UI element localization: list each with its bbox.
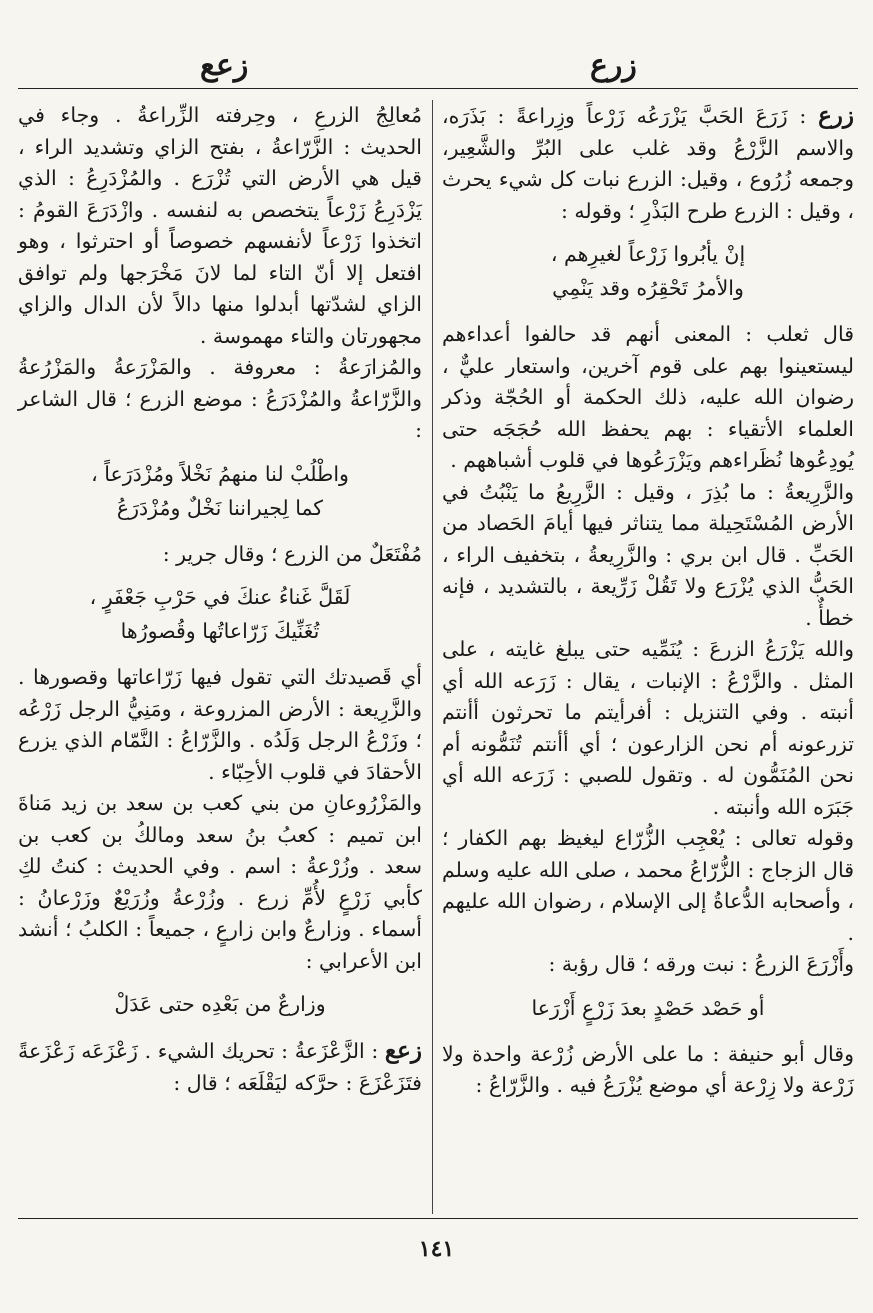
entry-text: : الزَّعْزَعةُ : تحريك الشيء . زَعْزَعَه زَعْزَعةً فتَزَعْزَعَ : حرَّكه ليَقْلَعَه ؛ قال : (18, 1039, 422, 1095)
footer-rule (18, 1218, 858, 1219)
paragraph: أي قَصيدتك التي تقول فيها زَرّاعاتها وقصورها . والزَّرِيعة : الأرض المزروعة ، ومَنِيُّ الرجل زَرْعُه ؛ وزَرْعُ الرجل وَلَدُه . والزَّرّاعُ : النَّمّام الذي يزرع الأحقادَ في قلوب الأحِبّاء . (18, 665, 422, 784)
entry-headword: زرع (818, 102, 854, 129)
paragraph: والله يَزْرَعُ الزرعَ : يُنَمِّيه حتى يبلغ غايته ، على المثل . والزَّرْعُ : الإنبات ، يقال : زَرَعه الله أي أنبته . وفي التنزيل : أفرأيتم ما تحرثون أأنتم تزرعونه أم نحن الزارعون ؛ أي أأنتم تُنَمُّونه أم نحن المُنَمُّون له . وتقول للصبي : زَرَعه الله أي جَبَرَه الله وأنبته . (442, 637, 854, 819)
column-divider (432, 100, 433, 1214)
paragraph: وقال أبو حنيفة : ما على الأرض زُرْعة واحدة ولا زَرْعة ولا زِرْعة أي موضع يُزْرَعُ فيه . والزَّرّاعُ : (442, 1041, 854, 1097)
page-number: ١٤١ (418, 1236, 455, 1262)
verse-block (18, 987, 422, 1021)
right-column (442, 100, 854, 1102)
paragraph: وقوله تعالى : يُعْجِب الزُّرّاع ليغيظ بهم الكفار ؛ قال الزجاج : الزُّرّاعُ محمد ، صلى الله عليه وسلم ، وأصحابه الدُّعاةُ إلى الإسلام ، رضوان الله عليهم . (442, 826, 854, 945)
verse-line: والأمرُ تَحْقِرُه وقد يَنْمِي (552, 276, 744, 300)
left-column (18, 100, 422, 1099)
verse-line: إنْ يأبُروا زَرْعاً لغيرِهم ، (550, 242, 746, 266)
verse-line: كما لِجيراننا نَخْلٌ ومُزْدَرَعُ (116, 495, 324, 520)
verse-block (18, 580, 422, 648)
verse-line: لَقَلَّ غَناءُ عنكَ في حَرْبِ جَعْفَرٍ ، (89, 585, 351, 609)
paragraph: مُعالِجُ الزرعِ ، وحِرفته الزِّراعةُ . وجاء في الحديث : الزَّرّاعةُ ، بفتح الزاي وتشديد الراء ، قيل هي الأرض التي تُزْرَع . والمُزْدَرِعُ : الذي يَزْدَرِعُ زَرْعاً يتخصص به لنفسه . وازْدَرَعَ القومُ : اتخذوا زَرْعاً لأنفسهم خصوصاً أو احترثوا ، وهو افتعل إلا أنّ التاء لما لانَ مَخْرَجها ولم توافق الزاي لشدّتها أبدلوا منها دالاً لأن الدال والزاي مجهورتان والتاء مهموسة . (18, 103, 422, 348)
paragraph: مُفْتَعَلٌ من الزرع ؛ وقال جرير : (162, 541, 422, 566)
page-header (0, 38, 873, 88)
verse-line: وزارعٌ من بَعْدِه حتى عَدَلْ (114, 992, 326, 1016)
verse-line: تُغَنِّيكَ زَرّاعاتُها وقُصورُها (120, 619, 320, 643)
verse-line: أو حَصْد حَصْدٍ بعدَ زَرْعٍ أَزْرَعا (531, 995, 765, 1020)
entry-paragraph (18, 1035, 422, 1099)
header-rule (18, 88, 858, 89)
paragraph: والمَزْرُوعانِ من بني كعب بن سعد بن زيد مَناةَ ابن تميم : كعبُ بنُ سعد ومالكُ بن كعب بن سعد . وزُرْعةُ : اسم . وفي الحديث : كنتُ لكِ كأبي زَرْعٍ لأُمِّ زرع . وزُرْعةُ وزُرَيْعٌ وزَرْعانُ : أسماء . وزارعٌ وابن زارعٍ ، جميعاً : الكلبُ ؛ أنشد ابن الأعرابي : (18, 791, 422, 973)
paragraph: والمُزارَعةُ : معروفة . والمَزْرَعةُ والمَزْرُعةُ والزَّرّاعةُ والمُزْدَرَعُ : موضع الزرع ؛ قال الشاعر : (18, 355, 422, 442)
running-head-left: زعع (200, 48, 249, 83)
entry-text: : زَرَعَ الحَبَّ يَزْرَعُه زَرْعاً وزِراعةً : بَذَرَه، والاسم الزَّرْعُ وقد غلب على البُرِّ والشَّعِير، وجمعه زُرُوع ، وقيل: الزرع نبات كل شيء يحرث ، وقيل : الزرع طرح البَذْرِ ؛ وقوله : (442, 104, 854, 223)
paragraph: قال ثعلب : المعنى أنهم قد حالفوا أعداءهم ليستعينوا بهم على قوم آخرين، واستعار عليٌّ ، رضوان الله عليه، ذلك الحكمة أو الحُجّة وذكر العلماء الأتقياء : بهم يحفظ الله حُجَجَه حتى يُودِعُوها نُظَراءهم ويَزْرَعُوها في قلوب أشباههم . (442, 322, 854, 472)
verse-block (442, 237, 854, 305)
entry-paragraph (442, 100, 854, 227)
paragraph: وأَزْرَعَ الزرعُ : نبت ورقه ؛ قال رؤبة : (548, 952, 854, 976)
verse-line: واطْلُبْ لنا منهمُ نَخْلاً ومُزْدَرَعاً ، (91, 461, 349, 486)
entry-headword: زعع (384, 1037, 422, 1064)
paragraph: والزَّرِيعةُ : ما بُذِرَ ، وقيل : الزَّرِيعُ ما يَنْبُتُ في الأرض المُسْتَحِيلة مما يتناثر فيها أيامَ الحَصاد من الحَبِّ . قال ابن بري : والزَّرِيعةُ ، بتخفيف الراء ، الحَبُّ الذي يُزْرَع ولا تَقُلْ زَرِّيعة ، بالتشديد ، فإنه خطأٌ . (442, 479, 854, 630)
verse-block (18, 457, 422, 525)
running-head-right: زرع (590, 48, 637, 83)
verse-block (442, 991, 854, 1025)
